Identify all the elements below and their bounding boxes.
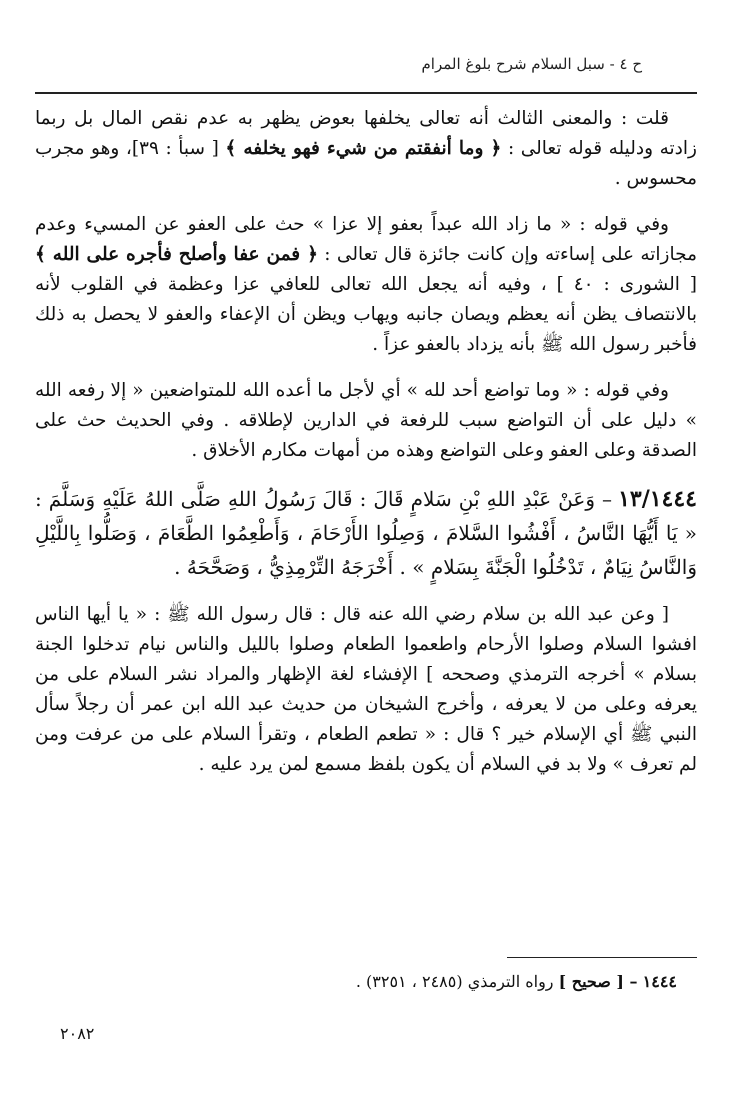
hadith-block — [35, 482, 697, 584]
main-text — [35, 104, 697, 780]
page-number: ٢٠٨٢ — [60, 1024, 95, 1043]
paragraph-1-text-b: [ سبأ : ٣٩]، وهو مجرب محسوس . — [35, 138, 697, 189]
footnote-text: رواه الترمذي (٢٤٨٥ ، ٣٢٥١) . — [355, 972, 559, 991]
paragraph-2 — [35, 210, 697, 360]
running-header: ح ٤ - سبل السلام شرح بلوغ المرام — [421, 55, 642, 73]
quran-verse-2: ﴿ فمن عفا وأصلح فأجره على الله ﴾ — [35, 244, 318, 265]
hadith-text: – وَعَنْ عَبْدِ اللهِ بْنِ سَلامٍ قَالَ : قَالَ رَسُولُ اللهِ صَلَّى اللهُ عَلَيْهِ وَسَلَّمَ : « يَا أَيُّهَا النَّاسُ ، أَفْشُوا السَّلامَ ، وَصِلُوا الأَرْحَامَ ، وَأَطْعِمُوا الطَّعَامَ ، وَصَلُّوا بِاللَّيْلِ وَالنَّاسُ نِيَامٌ ، تَدْخُلُوا الْجَنَّةَ بِسَلامٍ » . أَخْرَجَهُ التِّرْمِذِيُّ ، وَصَحَّحَهُ . — [35, 487, 697, 579]
hadith-number: ١٣/١٤٤٤ — [618, 486, 697, 512]
footnote-rule — [507, 957, 697, 958]
paragraph-1 — [35, 104, 697, 194]
paragraph-1-text-a: قلت : والمعنى الثالث أنه تعالى يخلفها بعوض يظهر به عدم نقص المال بل ربما زادته ودليله قوله تعالى : — [35, 108, 697, 159]
paragraph-2-text-a: وفي قوله : « ما زاد الله عبداً بعفو إلا عزا » حث على العفو عن المسيء وعدم مجازاته على إساءته وإن كانت جائزة قال تعالى : — [35, 214, 697, 265]
footnote-grade: – [ صحيح ] — [558, 972, 638, 991]
footnote-number: ١٤٤٤ — [642, 972, 677, 991]
footnote — [356, 972, 677, 991]
quran-verse-1: ﴿ وما أنفقتم من شيء فهو يخلفه ﴾ — [225, 138, 502, 159]
header-rule — [35, 92, 697, 94]
paragraph-3: وفي قوله : « وما تواضع أحد لله » أي لأجل ما أعده الله للمتواضعين « إلا رفعه الله » دليل على أن التواضع سبب للرفعة في الدارين لإطلاقه . وفي الحديث حث على الصدقة وعلى العفو وعلى التواضع وهذه من أمهات مكارم الأخلاق . — [35, 380, 697, 461]
paragraph-4: [ وعن عبد الله بن سلام رضي الله عنه قال : قال رسول الله ﷺ : « يا أيها الناس افشوا السلام وصلوا الأرحام واطعموا الطعام وصلوا بالليل والناس نيام تدخلوا الجنة بسلام » أخرجه الترمذي وصححه ] الإفشاء لغة الإظهار والمراد نشر السلام على من يعرفه وعلى من لا يعرفه ، وأخرج الشيخان من حديث عبد الله ابن عمر أن رجلاً سأل النبي ﷺ أي الإسلام خير ؟ قال : « تطعم الطعام ، وتقرأ السلام على من عرفت ومن لم تعرف » ولا بد في السلام أن يكون بلفظ مسمع لمن يرد عليه . — [35, 604, 697, 775]
paragraph-2-text-b: [ الشورى : ٤٠ ] ، وفيه أنه يجعل الله تعالى للعافي عزا وعظمة في القلوب لأنه بالانتصاف يظن أنه يعظم ويصان جانبه ويهاب ويظن أن الإعفاء والعفو لا يحصل به ذلك فأخبر رسول الله ﷺ بأنه يزداد بالعفو عزاً . — [35, 274, 698, 355]
